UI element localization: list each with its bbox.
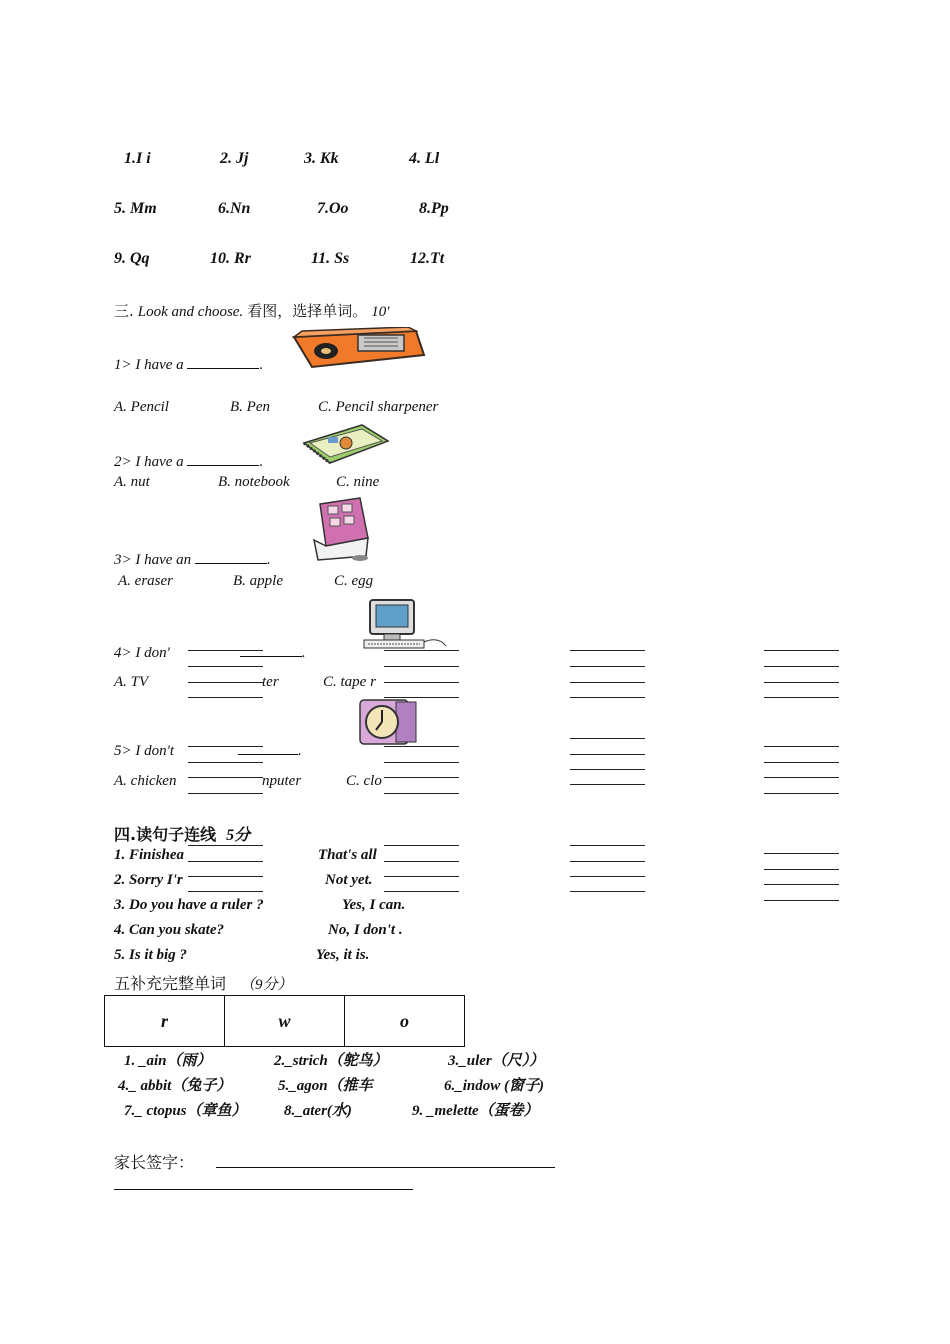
q2-option-b: B. notebook — [218, 474, 290, 490]
match-left-4[interactable]: 4. Can you skate? — [114, 922, 225, 938]
letter-item: 8.Pp — [419, 200, 449, 217]
section4-heading: 四.读句子连线 5分 — [114, 825, 251, 844]
q5-option-c: C. clo — [346, 773, 382, 789]
letter-bank-table — [104, 995, 465, 1047]
computer-image — [356, 596, 452, 656]
notebook-image — [300, 423, 392, 465]
letter-item: 10. Rr — [210, 250, 251, 267]
q2-option-a: A. nut — [114, 474, 150, 490]
letter-bank-cell: r — [105, 996, 225, 1047]
question-1-stem: 1> I have a . — [114, 354, 263, 374]
question-4-stem: 4> I don' . — [114, 642, 306, 662]
signature-line-2[interactable] — [114, 1189, 413, 1190]
question-2-stem: 2> I have a . — [114, 451, 263, 471]
letter-item: 11. Ss — [311, 250, 350, 267]
fill-word-5[interactable]: 5._agon（推车 — [278, 1078, 373, 1094]
match-right-2[interactable]: Not yet. — [325, 872, 373, 888]
letter-item: 4. Ll — [409, 150, 440, 167]
question-5-stem: 5> I don't . — [114, 740, 302, 760]
fill-word-7[interactable]: 7._ ctopus（章鱼） — [124, 1103, 247, 1119]
match-left-3[interactable]: 3. Do you have a ruler ? — [114, 897, 264, 913]
q3-option-c: C. egg — [334, 573, 374, 589]
fill-word-8[interactable]: 8._ater(水) — [284, 1103, 352, 1119]
section5-heading: 五补充完整单词 （9分） — [114, 974, 293, 993]
fill-word-2[interactable]: 2._strich（鸵鸟） — [274, 1053, 388, 1069]
letter-item: 9. Qq — [114, 250, 150, 267]
q4-option-c: C. tape r — [323, 674, 376, 690]
answer-blank-2[interactable] — [187, 451, 259, 466]
signature-line[interactable] — [216, 1167, 555, 1168]
q5-option-a: A. chicken — [114, 773, 177, 789]
letter-item: 7.Oo — [317, 200, 349, 217]
q4-option-a: A. TV — [114, 674, 149, 690]
letter-bank-cell: o — [345, 996, 465, 1047]
match-left-2[interactable]: 2. Sorry I'r — [114, 872, 183, 888]
fill-word-6[interactable]: 6._indow (窗子) — [444, 1078, 545, 1094]
eraser-image — [310, 496, 374, 564]
section3-heading: 三. Look and choose. 看图，选择单词。 10′ — [114, 302, 390, 320]
answer-blank-1[interactable] — [187, 354, 259, 369]
letter-item: 6.Nn — [218, 200, 251, 217]
match-right-1[interactable]: That's all — [318, 847, 377, 863]
fill-word-3[interactable]: 3._uler（尺）） — [448, 1053, 545, 1069]
letter-item: 12.Tt — [410, 250, 445, 267]
match-left-5[interactable]: 5. Is it big ? — [114, 947, 187, 963]
q1-option-b: B. Pen — [230, 399, 270, 415]
pencil-sharpener-image — [288, 327, 430, 371]
fill-word-9[interactable]: 9. _melette（蛋卷） — [412, 1103, 539, 1119]
q3-option-a: A. eraser — [118, 573, 173, 589]
q1-option-a: A. Pencil — [114, 399, 169, 415]
fill-word-4[interactable]: 4._ abbit（兔子） — [118, 1078, 232, 1094]
match-right-3[interactable]: Yes, I can. — [342, 897, 406, 913]
letter-item: 1.I i — [124, 150, 151, 167]
letter-item: 2. Jj — [220, 150, 249, 167]
q5-option-b: nputer — [262, 773, 302, 789]
match-left-1[interactable]: 1. Finishea — [114, 847, 185, 863]
letter-bank-cell: w — [225, 996, 345, 1047]
parent-signature-label: 家长签字： — [114, 1153, 195, 1172]
answer-blank-5[interactable] — [238, 740, 298, 755]
q1-option-c: C. Pencil sharpener — [318, 399, 439, 415]
question-3-stem: 3> I have an . — [114, 549, 271, 569]
clock-image — [356, 696, 420, 750]
q3-option-b: B. apple — [233, 573, 283, 589]
q2-option-c: C. nine — [336, 474, 380, 490]
match-right-5[interactable]: Yes, it is. — [316, 947, 370, 963]
match-right-4[interactable]: No, I don't . — [328, 922, 403, 938]
letter-item: 5. Mm — [114, 200, 157, 217]
fill-word-1[interactable]: 1. _ain（雨） — [124, 1053, 212, 1069]
answer-blank-3[interactable] — [195, 549, 267, 564]
letter-item: 3. Kk — [304, 150, 339, 167]
q4-option-b: ter — [262, 674, 279, 690]
